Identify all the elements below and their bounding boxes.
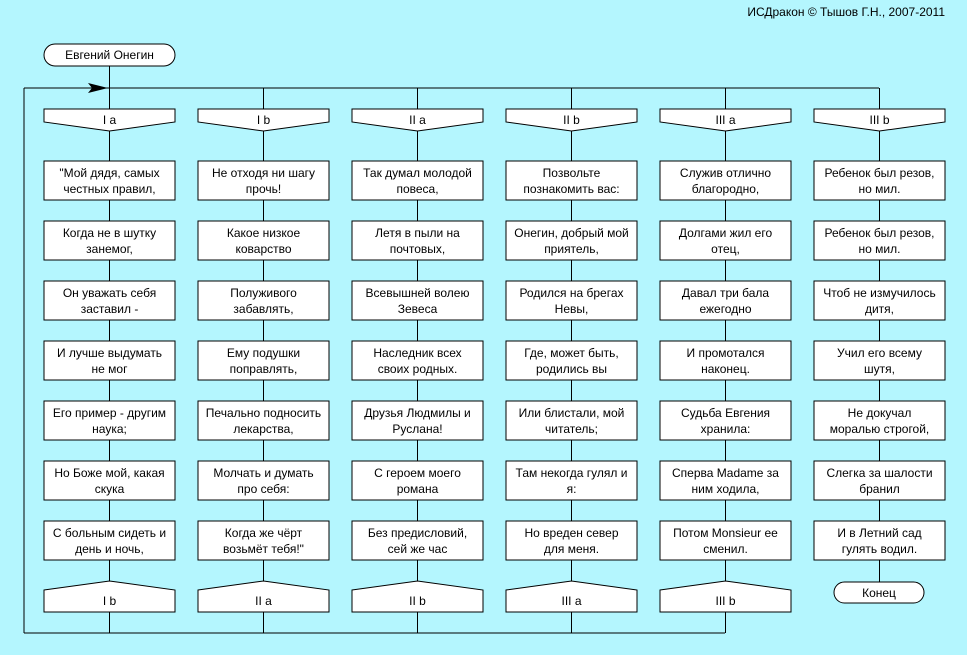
branch-column bbox=[44, 109, 175, 612]
action-text: повеса, bbox=[396, 182, 439, 196]
branch-column bbox=[198, 109, 329, 612]
action-text: Служив отлично bbox=[679, 166, 772, 180]
action-text: я: bbox=[566, 482, 577, 496]
action-text: заставил - bbox=[80, 302, 139, 316]
action-text: Ему подушки bbox=[226, 346, 301, 360]
action-text: Когда же чёрт bbox=[224, 526, 303, 540]
action-text: скука bbox=[94, 482, 125, 496]
action-text: познакомить вас: bbox=[523, 182, 620, 196]
branch-address-label: I b bbox=[102, 594, 117, 608]
action-text: коварство bbox=[235, 242, 292, 256]
action-text: наконец. bbox=[701, 362, 750, 376]
action-text: возьмёт тебя!" bbox=[223, 542, 304, 556]
action-text: Не отходя ни шагу bbox=[211, 166, 316, 180]
action-text: Там некогда гулял и bbox=[515, 466, 628, 480]
action-text: Слегка за шалости bbox=[826, 466, 933, 480]
action-text: бранил bbox=[859, 482, 900, 496]
branch-column bbox=[660, 109, 791, 612]
action-text: Всевышней волею bbox=[365, 286, 470, 300]
action-text: И промотался bbox=[686, 346, 765, 360]
action-text: ним ходила, bbox=[691, 482, 760, 496]
title-text: Евгений Онегин bbox=[65, 48, 154, 62]
branch-header-label: III b bbox=[869, 113, 890, 127]
branch-header-label: II a bbox=[409, 113, 426, 127]
action-text: прочь! bbox=[245, 182, 282, 196]
action-text: ежегодно bbox=[699, 302, 752, 316]
action-text: Когда не в шутку bbox=[62, 226, 157, 240]
action-text: С героем моего bbox=[374, 466, 461, 480]
action-text: Так думал молодой bbox=[363, 166, 472, 180]
action-text: Потом Monsieur ее bbox=[673, 526, 778, 540]
action-text: Не докучал bbox=[847, 406, 912, 420]
action-text: С больным сидеть и bbox=[52, 526, 167, 540]
action-text: благородно, bbox=[691, 182, 760, 196]
action-text: почтовых, bbox=[389, 242, 446, 256]
action-text: дитя, bbox=[864, 302, 895, 316]
action-text: отец, bbox=[711, 242, 740, 256]
branch-column bbox=[506, 109, 637, 612]
action-text: но мил. bbox=[858, 242, 901, 256]
branch-header-label: I a bbox=[102, 113, 117, 127]
action-text: И лучше выдумать bbox=[56, 346, 163, 360]
action-text: забавлять, bbox=[233, 302, 294, 316]
action-text: день и ночь, bbox=[75, 542, 144, 556]
action-text: Где, может быть, bbox=[524, 346, 619, 360]
action-text: наука; bbox=[92, 422, 127, 436]
action-text: романа bbox=[396, 482, 439, 496]
action-text: своих родных. bbox=[377, 362, 458, 376]
action-text: Друзья Людмилы и bbox=[364, 406, 471, 420]
branch-columns bbox=[44, 109, 945, 612]
action-text: сменил. bbox=[703, 542, 748, 556]
action-text: честных правил, bbox=[63, 182, 156, 196]
action-text: Чтоб не измучилось bbox=[823, 286, 936, 300]
action-text: Летя в пыли на bbox=[375, 226, 460, 240]
action-text: не мог bbox=[91, 362, 128, 376]
credit-text: ИСДракон © Тышов Г.Н., 2007-2011 bbox=[747, 5, 945, 19]
action-text: Печально подносить bbox=[205, 406, 322, 420]
branch-header-label: II b bbox=[563, 113, 580, 127]
action-text: Онегин, добрый мой bbox=[514, 226, 629, 240]
action-text: Наследник всех bbox=[373, 346, 462, 360]
action-text: Полуживого bbox=[230, 286, 297, 300]
action-text: Ребенок был резов, bbox=[824, 166, 935, 180]
action-text: Учил его всему bbox=[836, 346, 923, 360]
action-text: Зевеса bbox=[397, 302, 438, 316]
action-text: "Мой дядя, самых bbox=[59, 166, 160, 180]
action-text: сей же час bbox=[387, 542, 448, 556]
action-text: приятель, bbox=[544, 242, 599, 256]
action-text: занемог, bbox=[86, 242, 133, 256]
action-text: читатель; bbox=[545, 422, 598, 436]
action-text: Позвольте bbox=[542, 166, 601, 180]
action-text: Сперва Madame за bbox=[672, 466, 779, 480]
action-text: родились вы bbox=[535, 362, 608, 376]
action-text: Или блистали, мой bbox=[518, 406, 625, 420]
action-text: хранила: bbox=[700, 422, 751, 436]
action-text: Долгами жил его bbox=[678, 226, 773, 240]
action-text: моралью строгой, bbox=[829, 422, 930, 436]
action-text: Его пример - другим bbox=[52, 406, 167, 420]
action-text: Но Боже мой, какая bbox=[54, 466, 165, 480]
action-text: Молчать и думать bbox=[213, 466, 314, 480]
branch-header-label: I b bbox=[256, 113, 271, 127]
branch-address-label: II a bbox=[255, 594, 272, 608]
action-text: лекарства, bbox=[233, 422, 294, 436]
action-text: Руслана! bbox=[392, 422, 443, 436]
action-text: И в Летний сад bbox=[837, 526, 922, 540]
action-text: гулять водил. bbox=[841, 542, 918, 556]
action-text: Ребенок был резов, bbox=[824, 226, 935, 240]
action-text: Родился на брегах bbox=[519, 286, 624, 300]
action-text: поправлять, bbox=[229, 362, 298, 376]
branch-column bbox=[352, 109, 483, 612]
action-text: но мил. bbox=[858, 182, 901, 196]
action-text: про себя: bbox=[237, 482, 290, 496]
action-text: Давал три бала bbox=[681, 286, 770, 300]
branch-header-label: III a bbox=[715, 113, 736, 127]
action-text: Но вреден север bbox=[524, 526, 619, 540]
action-text: Судьба Евгения bbox=[680, 406, 771, 420]
action-text: Без предисловий, bbox=[367, 526, 468, 540]
end-text: Конец bbox=[862, 586, 896, 600]
action-text: для меня. bbox=[543, 542, 600, 556]
branch-address-label: II b bbox=[409, 594, 426, 608]
action-text: шутя, bbox=[864, 362, 895, 376]
action-text: Он уважать себя bbox=[62, 286, 157, 300]
branch-address-label: III a bbox=[561, 594, 582, 608]
action-text: Какое низкое bbox=[226, 226, 301, 240]
action-text: Невы, bbox=[554, 302, 589, 316]
branch-address-label: III b bbox=[715, 594, 736, 608]
